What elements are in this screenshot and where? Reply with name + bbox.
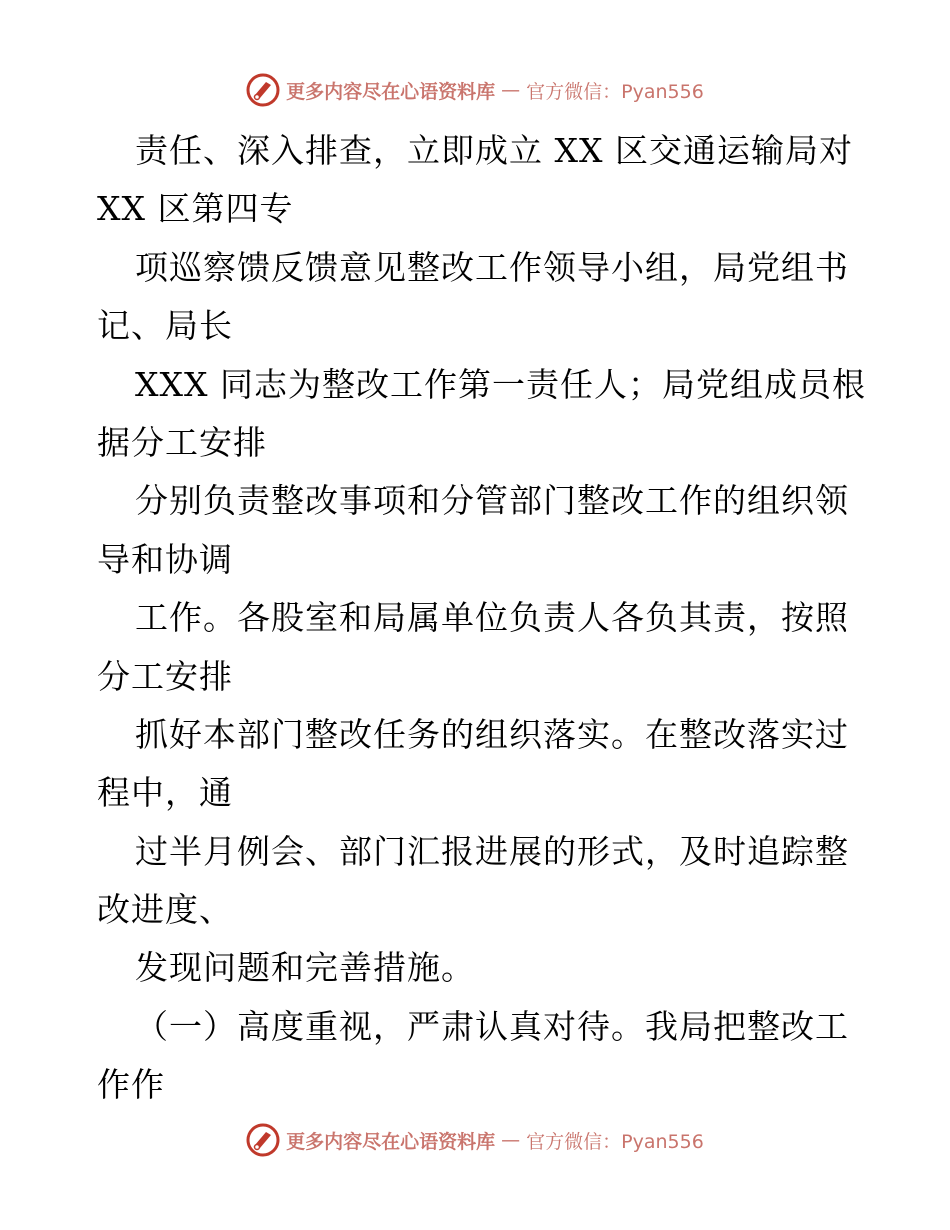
text-line: 项巡察馈反馈意见整改工作领导小组，局党组书 [135,247,849,287]
text-line: 分工安排 [97,656,233,696]
document-body [97,122,866,1115]
text-line: 据分工安排 [97,422,267,462]
text-line: 分别负责整改事项和分管部门整改工作的组织领 [135,481,849,521]
watermark-wechat: 官方微信：Pyan556 [526,1130,704,1153]
watermark-text: 更多内容尽在心语资料库 [286,80,496,103]
text-line: 发现问题和完善措施。 [135,948,475,988]
watermark-text: 更多内容尽在心语资料库 [286,1130,496,1153]
text-line: XXX 同志为整改工作第一责任人；局党组成员根 [135,364,866,404]
watermark-wechat: 官方微信：Pyan556 [526,80,704,103]
text-line: XX 区第四专 [97,189,294,229]
text-line: 改进度、 [97,890,233,930]
logo-icon [246,1123,280,1157]
text-line: 责任、深入排查，立即成立 XX 区交通运输局对 [135,131,853,170]
text-line: （一）高度重视，严肃认真对待。我局把整改工 [135,1006,849,1046]
header-watermark [0,70,950,110]
text-line: 导和协调 [97,539,233,579]
text-line: 作作 [97,1065,165,1105]
text-line: 程中，通 [97,773,233,813]
footer-watermark [0,1120,950,1160]
watermark-dash: — [501,79,521,101]
logo-icon [246,73,280,107]
text-line: 记、局长 [97,306,233,346]
text-line: 抓好本部门整改任务的组织落实。在整改落实过 [135,714,849,754]
watermark-dash: — [501,1129,521,1151]
text-line: 工作。各股室和局属单位负责人各负其责，按照 [135,598,849,638]
text-line: 过半月例会、部门汇报进展的形式，及时追踪整 [135,831,849,871]
